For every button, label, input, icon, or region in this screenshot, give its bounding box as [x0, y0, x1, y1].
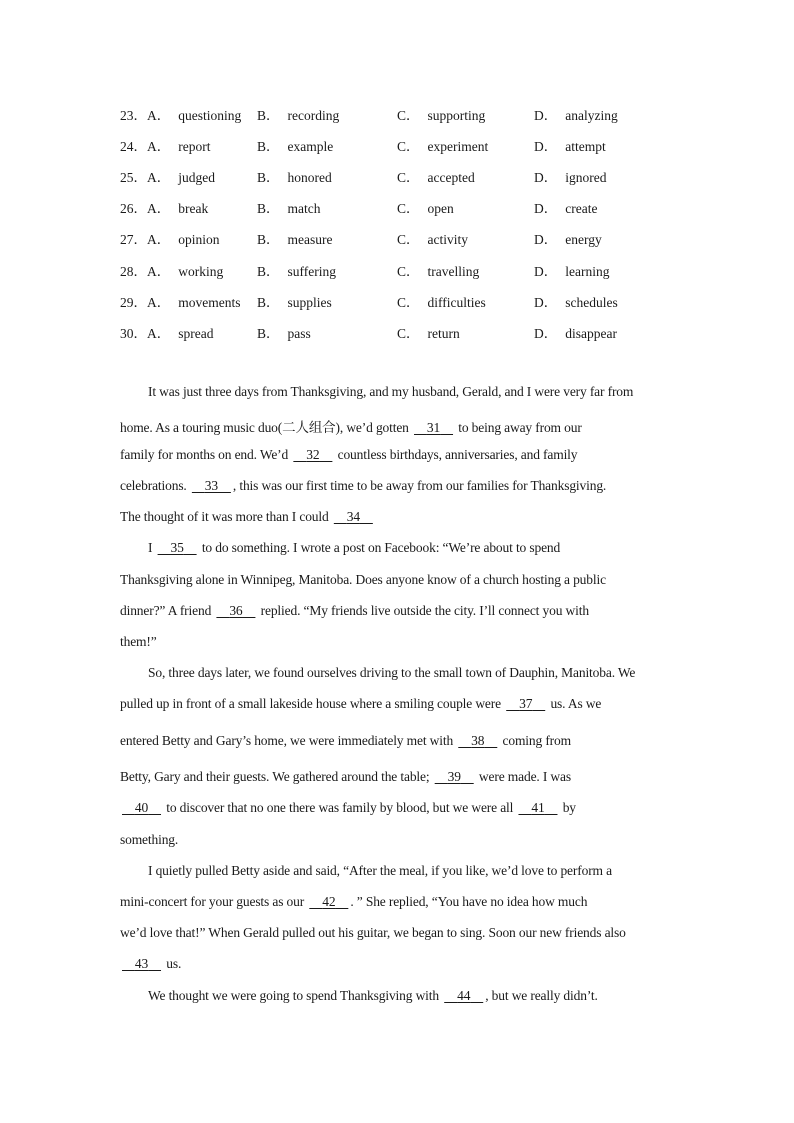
passage-line [148, 665, 680, 681]
option-text: recording [287, 108, 340, 123]
blank-36[interactable]: 36 [229, 603, 243, 618]
passage-line [148, 540, 680, 556]
passage-text: Thanksgiving alone in Winnipeg, Manitoba. Does anyone know of a church hosting a public [120, 572, 606, 587]
passage-line [148, 384, 680, 400]
option-text: questioning [178, 108, 242, 123]
option-letter: B． [257, 170, 280, 185]
option-c[interactable] [397, 135, 488, 155]
passage-text: countless birthdays, anniversaries, and family [334, 447, 578, 462]
option-text: ignored [565, 170, 607, 185]
blank-33[interactable]: 33 [204, 478, 218, 493]
option-d[interactable] [534, 104, 618, 124]
passage-line [120, 696, 680, 712]
question-number: 23． [120, 108, 147, 123]
passage-line [120, 634, 680, 650]
option-text: schedules [565, 295, 618, 310]
option-letter: D． [534, 201, 558, 216]
option-letter: C． [397, 326, 420, 341]
option-b[interactable] [257, 322, 311, 342]
option-text: create [565, 201, 598, 216]
option-text: measure [287, 232, 333, 247]
option-letter: B． [257, 201, 280, 216]
passage-line [120, 832, 680, 848]
option-letter: C． [397, 139, 420, 154]
passage-text: mini-concert for your guests as our [120, 894, 308, 909]
passage-text: I quietly pulled Betty aside and said, “After the meal, if you like, we’d love to perform a [148, 863, 612, 878]
option-letter: B． [257, 264, 280, 279]
option-d[interactable] [534, 135, 606, 155]
option-letter: B． [257, 295, 280, 310]
option-d[interactable] [534, 260, 609, 280]
option-text: working [178, 264, 224, 279]
option-letter: A． [147, 232, 171, 247]
option-text: analyzing [565, 108, 618, 123]
option-letter: D． [534, 326, 558, 341]
option-text: learning [565, 264, 610, 279]
option-text: open [427, 201, 454, 216]
option-c[interactable] [397, 197, 454, 217]
option-letter: D． [534, 264, 558, 279]
option-b[interactable] [257, 135, 333, 155]
option-text: match [287, 201, 321, 216]
option-text: opinion [178, 232, 220, 247]
option-text: difficulties [427, 295, 486, 310]
passage-text: entered Betty and Gary’s home, we were immediately met with [120, 733, 457, 748]
option-b[interactable] [257, 260, 336, 280]
option-d[interactable] [534, 322, 617, 342]
passage-text: family for months on end. We’d [120, 447, 292, 462]
option-text: travelling [427, 264, 480, 279]
option-d[interactable] [534, 291, 618, 311]
option-text: pass [287, 326, 311, 341]
passage-text: to discover that no one there was family by blood, but we were all [163, 800, 517, 815]
option-letter: C． [397, 201, 420, 216]
option-letter: C． [397, 170, 420, 185]
passage-text: by [559, 800, 576, 815]
passage-text: us. As we [547, 696, 602, 711]
option-text: judged [178, 170, 215, 185]
passage-line [120, 800, 680, 816]
passage-text: , but we really didn’t. [485, 988, 598, 1003]
option-text: supporting [427, 108, 486, 123]
passage-text: Betty, Gary and their guests. We gathered around the table; [120, 769, 433, 784]
passage-line [120, 894, 680, 910]
option-a[interactable] [147, 260, 223, 280]
option-text: activity [427, 232, 469, 247]
passage-text: were made. I was [475, 769, 571, 784]
passage-line [120, 603, 680, 619]
option-c[interactable] [397, 166, 475, 186]
passage-text: replied. “My friends live outside the city. I’ll connect you with [257, 603, 589, 618]
option-letter: A． [147, 326, 171, 341]
option-text: break [178, 201, 209, 216]
blank-34[interactable]: 34 [346, 509, 360, 524]
option-a[interactable] [147, 291, 241, 311]
option-letter: A． [147, 264, 171, 279]
question-number: 25． [120, 170, 147, 185]
option-letter: D． [534, 108, 558, 123]
option-letter: A． [147, 108, 171, 123]
option-b[interactable] [257, 228, 333, 248]
blank-42[interactable]: 42 [322, 894, 336, 909]
passage-text: I [148, 540, 156, 555]
passage-text: , this was our first time to be away from our families for Thanksgiving. [232, 478, 607, 493]
option-a[interactable] [147, 166, 215, 186]
option-d[interactable] [534, 166, 607, 186]
option-text: suffering [287, 264, 337, 279]
passage-text: we’d love that!” When Gerald pulled out his guitar, we began to sing. Soon our new friends also [120, 925, 626, 940]
option-letter: C． [397, 264, 420, 279]
passage-line [120, 769, 680, 785]
option-text: attempt [565, 139, 606, 154]
passage-line [120, 572, 680, 588]
question-number: 29． [120, 295, 147, 310]
option-letter: C． [397, 108, 420, 123]
passage-text: celebrations. [120, 478, 190, 493]
option-letter: A． [147, 170, 171, 185]
passage-line [120, 447, 680, 463]
option-text: disappear [565, 326, 617, 341]
option-text: return [427, 326, 460, 341]
option-c[interactable] [397, 228, 468, 248]
passage-text: dinner?” A friend [120, 603, 215, 618]
passage-text: . ” She replied, “You have no idea how much [350, 894, 588, 909]
passage-text: home. As a touring music duo(二人组合), we’d gotten [120, 420, 413, 435]
option-b[interactable] [257, 166, 332, 186]
passage-text: to do something. I wrote a post on Facebook: “We’re about to spend [198, 540, 561, 555]
option-text: supplies [287, 295, 332, 310]
option-text: report [178, 139, 211, 154]
passage-text: pulled up in front of a small lakeside house where a smiling couple were [120, 696, 505, 711]
passage-text: It was just three days from Thanksgiving, and my husband, Gerald, and I were very far from [148, 384, 634, 399]
question-number: 24． [120, 139, 147, 154]
option-letter: B． [257, 326, 280, 341]
passage-text: So, three days later, we found ourselves driving to the small town of Dauphin, Manitoba. We [148, 665, 636, 680]
question-number: 26． [120, 201, 147, 216]
blank-39[interactable]: 39 [447, 769, 461, 784]
option-letter: C． [397, 295, 420, 310]
option-letter: D． [534, 139, 558, 154]
option-letter: A． [147, 295, 171, 310]
option-text: movements [178, 295, 241, 310]
blank-44[interactable]: 44 [457, 988, 471, 1003]
passage-line [148, 988, 680, 1004]
option-letter: D． [534, 232, 558, 247]
option-b[interactable] [257, 197, 321, 217]
option-c[interactable] [397, 291, 486, 311]
option-letter: A． [147, 139, 171, 154]
passage-text: The thought of it was more than I could [120, 509, 332, 524]
question-number: 28． [120, 264, 147, 279]
option-text: example [287, 139, 334, 154]
option-text: spread [178, 326, 214, 341]
option-letter: B． [257, 232, 280, 247]
blank-43[interactable]: 43 [134, 956, 149, 971]
passage-text: them!” [120, 634, 157, 649]
blank-35[interactable]: 35 [170, 540, 184, 555]
passage-text: to being away from our [455, 420, 582, 435]
option-a[interactable] [147, 197, 208, 217]
option-c[interactable] [397, 260, 479, 280]
option-d[interactable] [534, 197, 597, 217]
option-letter: A． [147, 201, 171, 216]
passage-text: We thought we were going to spend Thanksgiving with [148, 988, 443, 1003]
option-d[interactable] [534, 228, 602, 248]
blank-32[interactable]: 32 [306, 447, 320, 462]
option-a[interactable] [147, 135, 210, 155]
blank-37[interactable]: 37 [519, 696, 533, 711]
passage-text: coming from [499, 733, 571, 748]
option-text: experiment [427, 139, 489, 154]
passage-line [120, 478, 680, 494]
blank-40[interactable]: 40 [134, 800, 149, 815]
option-letter: D． [534, 295, 558, 310]
option-text: honored [287, 170, 332, 185]
option-a[interactable] [147, 228, 220, 248]
option-letter: B． [257, 108, 280, 123]
option-c[interactable] [397, 104, 485, 124]
passage-line [120, 509, 680, 525]
option-letter: B． [257, 139, 280, 154]
option-letter: D． [534, 170, 558, 185]
passage-line [120, 956, 680, 972]
option-text: energy [565, 232, 602, 247]
question-number: 27． [120, 232, 147, 247]
passage-line [148, 863, 680, 879]
blank-38[interactable]: 38 [471, 733, 485, 748]
option-b[interactable] [257, 291, 332, 311]
option-c[interactable] [397, 322, 460, 342]
option-text: accepted [427, 170, 475, 185]
blank-41[interactable]: 41 [531, 800, 545, 815]
passage-line [120, 416, 680, 436]
passage-line [120, 733, 680, 749]
option-a[interactable] [147, 104, 241, 124]
option-letter: C． [397, 232, 420, 247]
question-number: 30． [120, 326, 147, 341]
passage-text: us. [163, 956, 182, 971]
option-b[interactable] [257, 104, 339, 124]
passage-line [120, 925, 680, 941]
blank-31[interactable]: 31 [426, 420, 441, 435]
passage-text: something. [120, 832, 179, 847]
option-a[interactable] [147, 322, 213, 342]
